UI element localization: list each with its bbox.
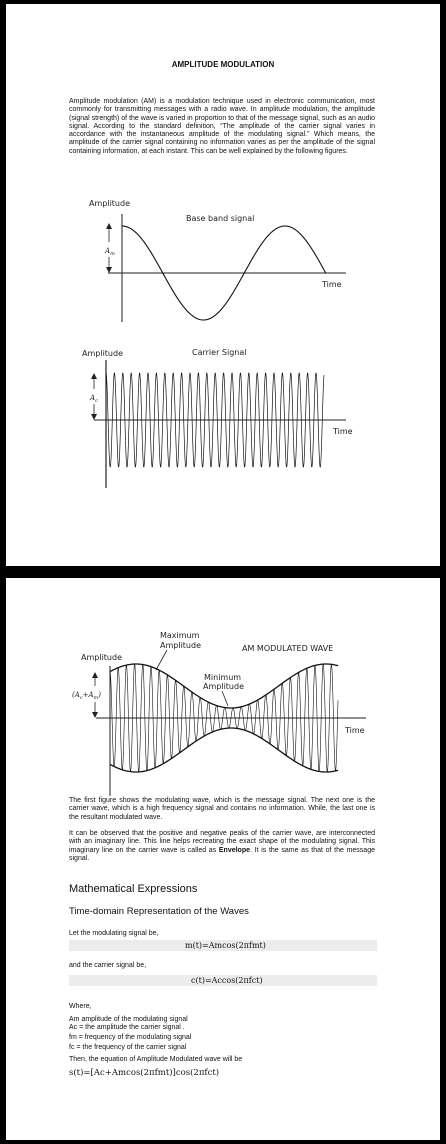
fig2-ylabel: Amplitude bbox=[82, 349, 123, 358]
section-heading: Mathematical Expressions bbox=[69, 883, 198, 895]
def-fc: fc = the frequency of the carrier signal bbox=[69, 1044, 187, 1051]
fig3-xlabel: Time bbox=[345, 726, 365, 735]
def-ac: Ac = the amplitude the carrier signal . bbox=[69, 1024, 185, 1031]
equation-am: s(t)=[Ac+Amcos(2πfmt)]cos(2πfct) bbox=[69, 1068, 220, 1078]
desc-paragraph-1: The first figure shows the modulating wave, which is the message signal. The next one is the carrier wave, which is a high frequency signal and contains no information. While, the last one is the resultant modulated wave. bbox=[69, 797, 375, 821]
min-amplitude-pointer bbox=[222, 691, 228, 706]
fig2-amp-arrowhead-down bbox=[91, 414, 97, 420]
min-amplitude-label-2: Amplitude bbox=[203, 682, 244, 691]
fig3-title: AM MODULATED WAVE bbox=[242, 644, 334, 653]
equation-modulating: m(t)=Amcos(2πfmt) bbox=[69, 940, 377, 951]
fig1-amp-symbol: $A_m$ bbox=[105, 247, 115, 257]
document-page-1 bbox=[6, 4, 440, 566]
fig2-amp-arrowhead-up bbox=[91, 373, 97, 379]
subsection-heading: Time-domain Representation of the Waves bbox=[69, 906, 249, 917]
desc-paragraph-2: It can be observed that the positive and negative peaks of the carrier wave, are interconnected with an imaginary line. This line helps recreating the exact shape of the modulating signal. This imaginary line on the carrier wave is called as Envelope. It is the same as that of the message signal. bbox=[69, 830, 375, 862]
baseband-figure bbox=[89, 199, 346, 322]
fig1-ylabel: Amplitude bbox=[89, 199, 130, 208]
carrier-text: and the carrier signal be, bbox=[69, 962, 147, 969]
figure-area-page-1 bbox=[6, 4, 440, 566]
min-amplitude-label-1: Minimum bbox=[204, 673, 242, 682]
max-amplitude-pointer bbox=[156, 650, 167, 670]
fig2-title: Carrier Signal bbox=[192, 348, 247, 357]
fig2-amp-symbol: $A_c$ bbox=[90, 394, 98, 404]
fig3-amp-symbol: $(A_c+A_m)$ bbox=[72, 691, 102, 701]
page-title: AMPLITUDE MODULATION bbox=[171, 60, 275, 69]
carrier-figure bbox=[82, 348, 353, 488]
then-text: Then, the equation of Amplitude Modulated wave will be bbox=[69, 1056, 243, 1063]
envelope-term: Envelope bbox=[218, 846, 250, 854]
fig1-amp-arrowhead-up bbox=[106, 223, 112, 229]
where-text: Where, bbox=[69, 1003, 92, 1010]
document-page-2 bbox=[6, 578, 440, 1140]
fig3-ylabel: Amplitude bbox=[81, 653, 122, 662]
am-figure bbox=[72, 631, 366, 796]
fig3-amp-arrowhead-down bbox=[92, 712, 98, 718]
equation-carrier: c(t)=Accos(2πfct) bbox=[69, 975, 377, 986]
fig1-xlabel: Time bbox=[322, 280, 342, 289]
def-am: Am amplitude of the modulating signal bbox=[69, 1016, 188, 1023]
fig1-title: Base band signal bbox=[186, 214, 255, 223]
fig2-xlabel: Time bbox=[333, 427, 353, 436]
fig1-amp-arrowhead-down bbox=[106, 267, 112, 273]
figure-area-page-2 bbox=[6, 578, 440, 818]
fig3-amp-arrowhead-up bbox=[92, 672, 98, 678]
max-amplitude-label-1: Maximum bbox=[160, 631, 200, 640]
max-amplitude-label-2: Amplitude bbox=[160, 641, 201, 650]
intro-paragraph: Amplitude modulation (AM) is a modulation technique used in electronic communication, most commonly for transmitting messages with a radio wave. In amplitude modulation, the amplitude (signal strength) of the wave is varied in proportion to that of the message signal, such as an audio signal. According to the standard definition, “The amplitude of the carrier signal varies in accordance with the instantaneous amplitude of the modulating signal.” Which means, the amplitude of the carrier signal containing no information varies as per the amplitude of the signal containing information, at each instant. This can be well explained by the following figures. bbox=[69, 98, 375, 155]
let-text: Let the modulating signal be, bbox=[69, 930, 159, 937]
def-fm: fm = frequency of the modulating signal bbox=[69, 1034, 192, 1041]
